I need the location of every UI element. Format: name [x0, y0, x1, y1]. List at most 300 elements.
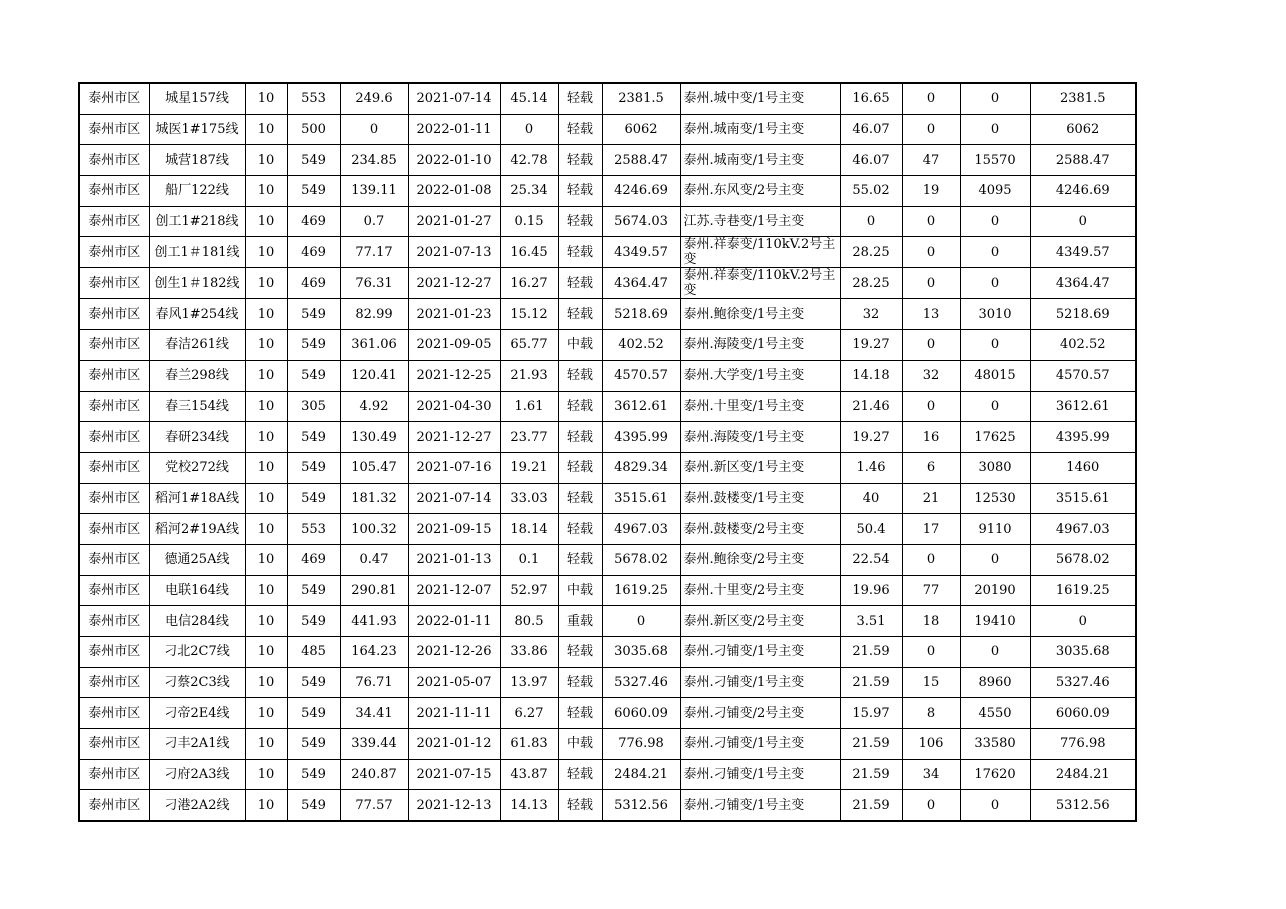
- table-row: [79, 176, 1136, 207]
- voltage-cell: 10: [245, 759, 287, 790]
- peak-date-cell: 2021-07-15: [408, 759, 500, 790]
- district-cell: 泰州市区: [79, 330, 149, 361]
- feeder-name-cell: 稻河1#18A线: [149, 483, 245, 514]
- feeder-name-cell: 春三154线: [149, 391, 245, 422]
- available-capacity-cell: 1619.25: [1030, 575, 1136, 606]
- substation-transformer-text: 泰州.鲍徐变/1号主变: [683, 306, 805, 322]
- available-capacity-cell: 0: [1030, 606, 1136, 637]
- feeder-name-cell: 春洁261线: [149, 330, 245, 361]
- peak-load-cell: 34.41: [340, 698, 408, 729]
- substation-transformer-text: 泰州.新区变/1号主变: [683, 460, 805, 476]
- available-capacity-cell: 1460: [1030, 452, 1136, 483]
- load-status-cell: 轻载: [558, 790, 602, 821]
- transformer-load-rate-cell: 21.46: [840, 391, 902, 422]
- peak-date-cell: 2021-05-07: [408, 667, 500, 698]
- transformer-load-rate-cell: 40: [840, 483, 902, 514]
- load-rate-cell: 18.14: [500, 514, 558, 545]
- connected-capacity-cell: 9110: [960, 514, 1030, 545]
- table-row: [79, 422, 1136, 453]
- peak-load-cell: 105.47: [340, 452, 408, 483]
- users-cell: 21: [902, 483, 960, 514]
- district-cell: 泰州市区: [79, 114, 149, 145]
- district-cell: 泰州市区: [79, 637, 149, 668]
- capacity-cell: 553: [287, 514, 340, 545]
- capacity-cell: 549: [287, 360, 340, 391]
- load-status-cell: 轻载: [558, 299, 602, 330]
- transformer-load-rate-cell: 28.25: [840, 268, 902, 299]
- substation-transformer-cell: [680, 698, 840, 729]
- peak-load-cell: 0: [340, 114, 408, 145]
- available-capacity-cell: 0: [1030, 206, 1136, 237]
- voltage-cell: 10: [245, 637, 287, 668]
- connected-capacity-cell: 0: [960, 114, 1030, 145]
- spare-capacity-cell: 0: [602, 606, 680, 637]
- feeder-name-cell: 刁丰2A1线: [149, 729, 245, 760]
- spare-capacity-cell: 2484.21: [602, 759, 680, 790]
- connected-capacity-cell: 17620: [960, 759, 1030, 790]
- connected-capacity-cell: 8960: [960, 667, 1030, 698]
- spare-capacity-cell: 4364.47: [602, 268, 680, 299]
- peak-load-cell: 361.06: [340, 330, 408, 361]
- substation-transformer-text: 泰州.鼓楼变/2号主变: [683, 521, 805, 537]
- transformer-load-rate-cell: 46.07: [840, 145, 902, 176]
- peak-date-cell: 2022-01-08: [408, 176, 500, 207]
- substation-transformer-cell: [680, 606, 840, 637]
- users-cell: 19: [902, 176, 960, 207]
- table-row: [79, 299, 1136, 330]
- voltage-cell: 10: [245, 698, 287, 729]
- users-cell: 8: [902, 698, 960, 729]
- peak-date-cell: 2021-12-27: [408, 422, 500, 453]
- transformer-load-rate-cell: 46.07: [840, 114, 902, 145]
- load-status-cell: 中载: [558, 575, 602, 606]
- available-capacity-cell: 5218.69: [1030, 299, 1136, 330]
- load-rate-cell: 65.77: [500, 330, 558, 361]
- load-status-cell: 轻载: [558, 759, 602, 790]
- available-capacity-cell: 402.52: [1030, 330, 1136, 361]
- load-rate-cell: 52.97: [500, 575, 558, 606]
- spare-capacity-cell: 3612.61: [602, 391, 680, 422]
- capacity-cell: 469: [287, 544, 340, 575]
- load-status-cell: 轻载: [558, 176, 602, 207]
- substation-transformer-text: 江苏.寺巷变/1号主变: [683, 214, 805, 230]
- load-status-cell: 轻载: [558, 206, 602, 237]
- available-capacity-cell: 4364.47: [1030, 268, 1136, 299]
- users-cell: 47: [902, 145, 960, 176]
- transformer-load-rate-cell: 32: [840, 299, 902, 330]
- table-row: [79, 330, 1136, 361]
- table-row: [79, 452, 1136, 483]
- spare-capacity-cell: 4395.99: [602, 422, 680, 453]
- transformer-load-rate-cell: 3.51: [840, 606, 902, 637]
- transformer-load-rate-cell: 28.25: [840, 237, 902, 268]
- voltage-cell: 10: [245, 483, 287, 514]
- voltage-cell: 10: [245, 330, 287, 361]
- feeder-name-cell: 城星157线: [149, 83, 245, 114]
- available-capacity-cell: 2588.47: [1030, 145, 1136, 176]
- table-row: [79, 698, 1136, 729]
- connected-capacity-cell: 0: [960, 790, 1030, 821]
- capacity-cell: 549: [287, 299, 340, 330]
- users-cell: 0: [902, 391, 960, 422]
- substation-transformer-cell: [680, 83, 840, 114]
- spare-capacity-cell: 776.98: [602, 729, 680, 760]
- peak-load-cell: 181.32: [340, 483, 408, 514]
- users-cell: 15: [902, 667, 960, 698]
- substation-transformer-cell: [680, 544, 840, 575]
- capacity-cell: 549: [287, 145, 340, 176]
- users-cell: 6: [902, 452, 960, 483]
- peak-load-cell: 130.49: [340, 422, 408, 453]
- peak-date-cell: 2021-01-23: [408, 299, 500, 330]
- spare-capacity-cell: 3035.68: [602, 637, 680, 668]
- connected-capacity-cell: 4550: [960, 698, 1030, 729]
- load-rate-cell: 16.45: [500, 237, 558, 268]
- peak-date-cell: 2021-07-16: [408, 452, 500, 483]
- substation-transformer-cell: [680, 391, 840, 422]
- connected-capacity-cell: 20190: [960, 575, 1030, 606]
- voltage-cell: 10: [245, 176, 287, 207]
- district-cell: 泰州市区: [79, 83, 149, 114]
- peak-date-cell: 2021-09-05: [408, 330, 500, 361]
- table-row: [79, 483, 1136, 514]
- district-cell: 泰州市区: [79, 206, 149, 237]
- district-cell: 泰州市区: [79, 483, 149, 514]
- district-cell: 泰州市区: [79, 606, 149, 637]
- voltage-cell: 10: [245, 790, 287, 821]
- connected-capacity-cell: 0: [960, 83, 1030, 114]
- voltage-cell: 10: [245, 114, 287, 145]
- substation-transformer-cell: [680, 422, 840, 453]
- load-rate-cell: 80.5: [500, 606, 558, 637]
- users-cell: 77: [902, 575, 960, 606]
- load-status-cell: 中载: [558, 729, 602, 760]
- district-cell: 泰州市区: [79, 514, 149, 545]
- spare-capacity-cell: 4246.69: [602, 176, 680, 207]
- spare-capacity-cell: 6062: [602, 114, 680, 145]
- peak-load-cell: 249.6: [340, 83, 408, 114]
- load-status-cell: 轻载: [558, 422, 602, 453]
- feeder-name-cell: 刁帝2E4线: [149, 698, 245, 729]
- transformer-load-rate-cell: 19.27: [840, 330, 902, 361]
- load-status-cell: 轻载: [558, 114, 602, 145]
- peak-load-cell: 77.57: [340, 790, 408, 821]
- table-row: [79, 237, 1136, 268]
- users-cell: 0: [902, 83, 960, 114]
- load-rate-cell: 19.21: [500, 452, 558, 483]
- peak-date-cell: 2022-01-10: [408, 145, 500, 176]
- connected-capacity-cell: 0: [960, 637, 1030, 668]
- transformer-load-rate-cell: 21.59: [840, 729, 902, 760]
- load-status-cell: 重载: [558, 606, 602, 637]
- substation-transformer-text: 泰州.十里变/2号主变: [683, 582, 805, 598]
- users-cell: 17: [902, 514, 960, 545]
- load-status-cell: 轻载: [558, 360, 602, 391]
- load-rate-cell: 14.13: [500, 790, 558, 821]
- available-capacity-cell: 4570.57: [1030, 360, 1136, 391]
- connected-capacity-cell: 0: [960, 544, 1030, 575]
- district-cell: 泰州市区: [79, 667, 149, 698]
- load-rate-cell: 42.78: [500, 145, 558, 176]
- table-row: [79, 83, 1136, 114]
- load-status-cell: 轻载: [558, 145, 602, 176]
- capacity-cell: 549: [287, 483, 340, 514]
- connected-capacity-cell: 0: [960, 268, 1030, 299]
- users-cell: 32: [902, 360, 960, 391]
- connected-capacity-cell: 12530: [960, 483, 1030, 514]
- users-cell: 0: [902, 330, 960, 361]
- load-status-cell: 轻载: [558, 514, 602, 545]
- substation-transformer-text: 泰州.海陵变/1号主变: [683, 337, 805, 353]
- peak-load-cell: 76.71: [340, 667, 408, 698]
- substation-transformer-cell: [680, 176, 840, 207]
- substation-transformer-text: 泰州.十里变/1号主变: [683, 398, 805, 414]
- substation-transformer-text: 泰州.鲍徐变/2号主变: [683, 552, 805, 568]
- table-row: [79, 667, 1136, 698]
- table-row: [79, 544, 1136, 575]
- table-row: [79, 206, 1136, 237]
- transformer-load-rate-cell: 21.59: [840, 790, 902, 821]
- capacity-cell: 469: [287, 268, 340, 299]
- table-row: [79, 729, 1136, 760]
- available-capacity-cell: 6062: [1030, 114, 1136, 145]
- voltage-cell: 10: [245, 514, 287, 545]
- load-rate-cell: 6.27: [500, 698, 558, 729]
- transformer-load-rate-cell: 22.54: [840, 544, 902, 575]
- available-capacity-cell: 2484.21: [1030, 759, 1136, 790]
- peak-date-cell: 2022-01-11: [408, 606, 500, 637]
- load-status-cell: 轻载: [558, 667, 602, 698]
- voltage-cell: 10: [245, 145, 287, 176]
- available-capacity-cell: 4395.99: [1030, 422, 1136, 453]
- available-capacity-cell: 5327.46: [1030, 667, 1136, 698]
- district-cell: 泰州市区: [79, 176, 149, 207]
- spare-capacity-cell: 5218.69: [602, 299, 680, 330]
- feeder-name-cell: 城营187线: [149, 145, 245, 176]
- substation-transformer-text: 泰州.祥泰变/110kV.2号主变: [683, 237, 836, 268]
- feeder-name-cell: 刁北2C7线: [149, 637, 245, 668]
- table-row: [79, 145, 1136, 176]
- peak-load-cell: 77.17: [340, 237, 408, 268]
- district-cell: 泰州市区: [79, 759, 149, 790]
- voltage-cell: 10: [245, 452, 287, 483]
- users-cell: 0: [902, 237, 960, 268]
- peak-date-cell: 2022-01-11: [408, 114, 500, 145]
- transformer-load-rate-cell: 0: [840, 206, 902, 237]
- voltage-cell: 10: [245, 360, 287, 391]
- table-row: [79, 575, 1136, 606]
- voltage-cell: 10: [245, 299, 287, 330]
- peak-date-cell: 2021-07-14: [408, 83, 500, 114]
- users-cell: 18: [902, 606, 960, 637]
- substation-transformer-text: 泰州.新区变/2号主变: [683, 613, 805, 629]
- users-cell: 0: [902, 637, 960, 668]
- capacity-cell: 305: [287, 391, 340, 422]
- voltage-cell: 10: [245, 729, 287, 760]
- available-capacity-cell: 5678.02: [1030, 544, 1136, 575]
- load-status-cell: 轻载: [558, 544, 602, 575]
- transformer-load-rate-cell: 21.59: [840, 759, 902, 790]
- peak-load-cell: 290.81: [340, 575, 408, 606]
- users-cell: 0: [902, 544, 960, 575]
- users-cell: 0: [902, 268, 960, 299]
- users-cell: 106: [902, 729, 960, 760]
- district-cell: 泰州市区: [79, 145, 149, 176]
- substation-transformer-text: 泰州.刁铺变/1号主变: [683, 767, 805, 783]
- voltage-cell: 10: [245, 391, 287, 422]
- substation-transformer-cell: [680, 759, 840, 790]
- spare-capacity-cell: 5312.56: [602, 790, 680, 821]
- substation-transformer-cell: [680, 790, 840, 821]
- feeder-name-cell: 创生1＃182线: [149, 268, 245, 299]
- feeder-name-cell: 创工1＃181线: [149, 237, 245, 268]
- peak-load-cell: 139.11: [340, 176, 408, 207]
- district-cell: 泰州市区: [79, 452, 149, 483]
- substation-transformer-text: 泰州.城南变/1号主变: [683, 152, 805, 168]
- available-capacity-cell: 4967.03: [1030, 514, 1136, 545]
- peak-load-cell: 164.23: [340, 637, 408, 668]
- substation-transformer-text: 泰州.城中变/1号主变: [683, 91, 805, 107]
- available-capacity-cell: 3035.68: [1030, 637, 1136, 668]
- capacity-cell: 500: [287, 114, 340, 145]
- connected-capacity-cell: 0: [960, 206, 1030, 237]
- peak-date-cell: 2021-09-15: [408, 514, 500, 545]
- substation-transformer-cell: [680, 237, 840, 268]
- capacity-cell: 549: [287, 422, 340, 453]
- feeder-name-cell: 创工1#218线: [149, 206, 245, 237]
- load-rate-cell: 1.61: [500, 391, 558, 422]
- district-cell: 泰州市区: [79, 575, 149, 606]
- substation-transformer-cell: [680, 360, 840, 391]
- substation-transformer-text: 泰州.刁铺变/1号主变: [683, 675, 805, 691]
- capacity-cell: 485: [287, 637, 340, 668]
- substation-transformer-text: 泰州.城南变/1号主变: [683, 122, 805, 138]
- load-status-cell: 轻载: [558, 698, 602, 729]
- substation-transformer-cell: [680, 330, 840, 361]
- peak-load-cell: 441.93: [340, 606, 408, 637]
- substation-transformer-cell: [680, 637, 840, 668]
- spare-capacity-cell: 5327.46: [602, 667, 680, 698]
- spare-capacity-cell: 4829.34: [602, 452, 680, 483]
- substation-transformer-cell: [680, 145, 840, 176]
- users-cell: 34: [902, 759, 960, 790]
- table-row: [79, 360, 1136, 391]
- capacity-cell: 549: [287, 759, 340, 790]
- users-cell: 0: [902, 206, 960, 237]
- feeder-name-cell: 德通25A线: [149, 544, 245, 575]
- voltage-cell: 10: [245, 206, 287, 237]
- peak-date-cell: 2021-01-13: [408, 544, 500, 575]
- connected-capacity-cell: 15570: [960, 145, 1030, 176]
- users-cell: 0: [902, 114, 960, 145]
- voltage-cell: 10: [245, 544, 287, 575]
- peak-date-cell: 2021-07-13: [408, 237, 500, 268]
- table-row: [79, 514, 1136, 545]
- transformer-load-rate-cell: 16.65: [840, 83, 902, 114]
- voltage-cell: 10: [245, 237, 287, 268]
- substation-transformer-text: 泰州.海陵变/1号主变: [683, 429, 805, 445]
- capacity-cell: 549: [287, 667, 340, 698]
- peak-date-cell: 2021-04-30: [408, 391, 500, 422]
- feeder-name-cell: 春研234线: [149, 422, 245, 453]
- feeder-name-cell: 刁府2A3线: [149, 759, 245, 790]
- capacity-cell: 549: [287, 729, 340, 760]
- peak-load-cell: 0.47: [340, 544, 408, 575]
- transformer-load-rate-cell: 55.02: [840, 176, 902, 207]
- transformer-load-rate-cell: 14.18: [840, 360, 902, 391]
- peak-date-cell: 2021-12-13: [408, 790, 500, 821]
- feeder-name-cell: 党校272线: [149, 452, 245, 483]
- users-cell: 16: [902, 422, 960, 453]
- spare-capacity-cell: 4570.57: [602, 360, 680, 391]
- spare-capacity-cell: 402.52: [602, 330, 680, 361]
- substation-transformer-cell: [680, 452, 840, 483]
- transformer-load-rate-cell: 19.96: [840, 575, 902, 606]
- peak-load-cell: 76.31: [340, 268, 408, 299]
- substation-transformer-cell: [680, 514, 840, 545]
- available-capacity-cell: 5312.56: [1030, 790, 1136, 821]
- transformer-load-rate-cell: 50.4: [840, 514, 902, 545]
- substation-transformer-text: 泰州.鼓楼变/1号主变: [683, 490, 805, 506]
- load-rate-cell: 15.12: [500, 299, 558, 330]
- district-cell: 泰州市区: [79, 422, 149, 453]
- connected-capacity-cell: 48015: [960, 360, 1030, 391]
- substation-transformer-cell: [680, 114, 840, 145]
- feeder-name-cell: 电联164线: [149, 575, 245, 606]
- connected-capacity-cell: 0: [960, 237, 1030, 268]
- table-row: [79, 637, 1136, 668]
- substation-transformer-text: 泰州.刁铺变/1号主变: [683, 736, 805, 752]
- substation-transformer-cell: [680, 667, 840, 698]
- users-cell: 13: [902, 299, 960, 330]
- peak-date-cell: 2021-11-11: [408, 698, 500, 729]
- capacity-cell: 549: [287, 606, 340, 637]
- substation-transformer-text: 泰州.大学变/1号主变: [683, 368, 805, 384]
- district-cell: 泰州市区: [79, 299, 149, 330]
- substation-transformer-text: 泰州.东风变/2号主变: [683, 183, 805, 199]
- district-cell: 泰州市区: [79, 268, 149, 299]
- load-rate-cell: 33.03: [500, 483, 558, 514]
- load-rate-cell: 21.93: [500, 360, 558, 391]
- load-rate-cell: 23.77: [500, 422, 558, 453]
- connected-capacity-cell: 19410: [960, 606, 1030, 637]
- capacity-cell: 549: [287, 176, 340, 207]
- peak-load-cell: 82.99: [340, 299, 408, 330]
- spare-capacity-cell: 4967.03: [602, 514, 680, 545]
- substation-transformer-text: 泰州.刁铺变/2号主变: [683, 705, 805, 721]
- load-status-cell: 轻载: [558, 83, 602, 114]
- substation-transformer-cell: [680, 483, 840, 514]
- available-capacity-cell: 776.98: [1030, 729, 1136, 760]
- load-rate-cell: 25.34: [500, 176, 558, 207]
- substation-transformer-text: 泰州.祥泰变/110kV.2号主变: [683, 268, 836, 299]
- peak-date-cell: 2021-12-26: [408, 637, 500, 668]
- load-rate-cell: 43.87: [500, 759, 558, 790]
- spare-capacity-cell: 2381.5: [602, 83, 680, 114]
- transformer-load-rate-cell: 21.59: [840, 637, 902, 668]
- substation-transformer-cell: [680, 206, 840, 237]
- peak-date-cell: 2021-12-07: [408, 575, 500, 606]
- district-cell: 泰州市区: [79, 544, 149, 575]
- available-capacity-cell: 6060.09: [1030, 698, 1136, 729]
- voltage-cell: 10: [245, 575, 287, 606]
- connected-capacity-cell: 0: [960, 330, 1030, 361]
- load-rate-cell: 61.83: [500, 729, 558, 760]
- capacity-cell: 469: [287, 237, 340, 268]
- capacity-cell: 553: [287, 83, 340, 114]
- voltage-cell: 10: [245, 422, 287, 453]
- connected-capacity-cell: 3080: [960, 452, 1030, 483]
